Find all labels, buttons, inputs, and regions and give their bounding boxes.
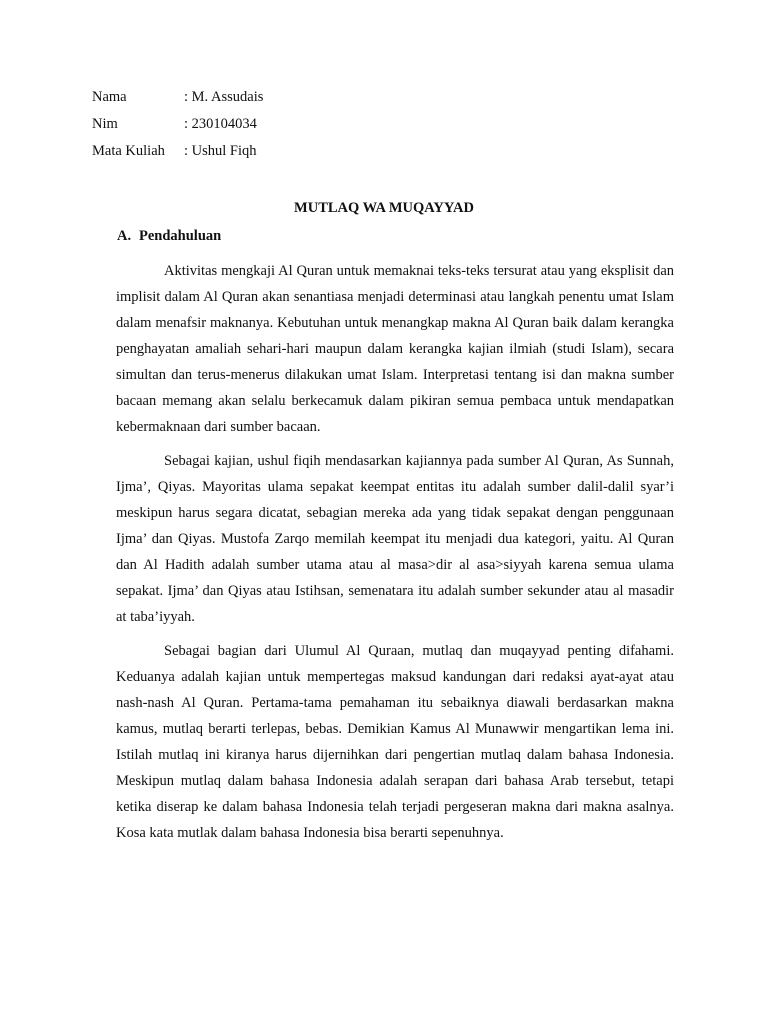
meta-label: Mata Kuliah (92, 143, 165, 159)
paragraph: Aktivitas mengkaji Al Quran untuk memaknai teks-teks tersurat atau yang eksplisit dan implisit dalam Al Quran akan senantiasa menjadi determinasi atau langkah penentu umat Islam dalam menafsir maknanya. Kebutuhan untuk menangkap makna Al Quran baik dalam kerangka penghayatan amaliah sehari-hari maupun dalam kerangka kajian ilmiah (studi Islam), secara simultan dan terus-menerus dilakukan umat Islam. Interpretasi tentang isi dan makna sumber bacaan memang akan selalu berkecamuk dalam pikiran semua pembaca untuk mendapatkan kebermaknaan dari sumber bacaan. (116, 263, 674, 435)
body-text (116, 258, 674, 854)
paragraph: Sebagai bagian dari Ulumul Al Quraan, mutlaq dan muqayyad penting difahami. Keduanya adalah kajian untuk mempertegas maksud kandungan dari redaksi ayat-ayat atau nash-nash Al Quran. Pertama-tama pemahaman itu sebaiknya diawali berdasarkan makna kamus, mutlaq berarti terlepas, bebas. Demikian Kamus Al Munawwir mengartikan lema ini. Istilah mutlaq ini kiranya harus dijernihkan dari pengertian mutlaq dalam bahasa Indonesia. Meskipun mutlaq dalam bahasa Indonesia adalah serapan dari bahasa Arab tersebut, tetapi ketika diserap ke dalam bahasa Indonesia telah terjadi pergeseran makna dari makna asalnya. Kosa kata mutlak dalam bahasa Indonesia bisa berarti sepenuhnya. (116, 643, 674, 841)
meta-value: : M. Assudais (184, 89, 264, 105)
paragraph: Sebagai kajian, ushul fiqih mendasarkan kajiannya pada sumber Al Quran, As Sunnah, Ijma’, Qiyas. Mayoritas ulama sepakat keempat entitas itu adalah sumber dalil-dalil syar’i meskipun harus segara dicatat, sebagian mereka ada yang tidak sepakat dengan penggunaan Ijma’ dan Qiyas. Mustofa Zarqo memilah keempat itu menjadi dua kategori, yaitu. Al Quran dan Al Hadith adalah sumber utama atau al masa>dir al asa>siyyah karena semua ulama sepakat. Ijma’ dan Qiyas atau Istihsan, semenatara itu adalah sumber sekunder atau al masadir at taba’iyyah. (116, 453, 674, 625)
section-title: Pendahuluan (139, 228, 222, 244)
meta-label: Nama (92, 89, 127, 105)
section-heading (117, 227, 221, 245)
meta-value: : 230104034 (184, 116, 257, 132)
section-number: A. (117, 228, 132, 244)
meta-value: : Ushul Fiqh (184, 143, 257, 159)
meta-label: Nim (92, 116, 118, 132)
document-title: MUTLAQ WA MUQAYYAD (294, 200, 474, 216)
